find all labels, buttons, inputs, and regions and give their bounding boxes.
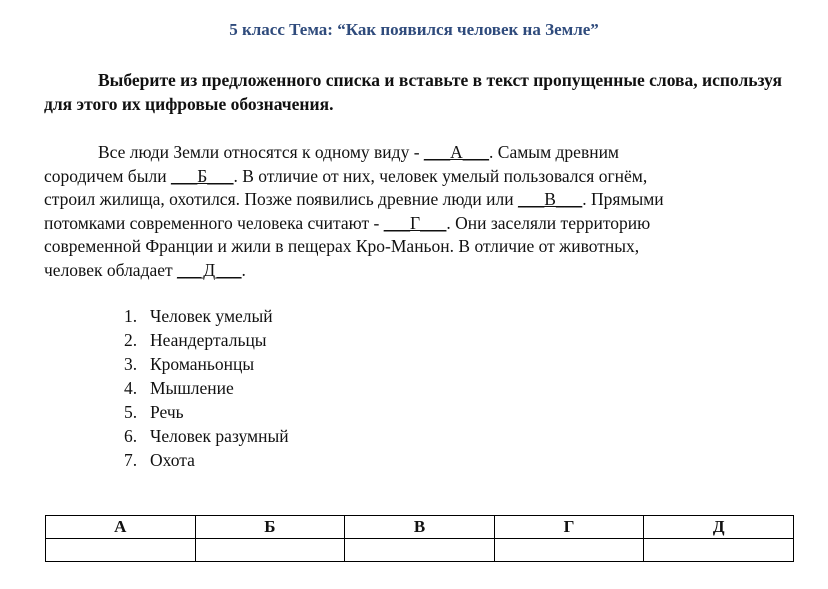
option-number: 5. bbox=[124, 402, 138, 422]
text-line bbox=[44, 212, 789, 236]
list-item bbox=[124, 304, 289, 328]
list-item bbox=[124, 424, 289, 448]
option-text: Неандертальцы bbox=[150, 330, 267, 350]
text-fragment: строил жилища, охотился. Позже появились древние люди или bbox=[44, 189, 519, 209]
text-fragment: . bbox=[241, 259, 246, 280]
option-number: 3. bbox=[124, 354, 138, 374]
answer-cell-g[interactable] bbox=[494, 539, 644, 562]
blank-a: ___А___ bbox=[423, 142, 490, 162]
text-line bbox=[44, 165, 789, 189]
blank-d: ___Д___ bbox=[177, 259, 242, 280]
list-item bbox=[124, 400, 289, 424]
fill-in-text bbox=[44, 141, 789, 282]
text-fragment: . В отличие от них, человек умелый пользовался огнём, bbox=[233, 165, 648, 186]
answer-table bbox=[45, 515, 794, 562]
text-line bbox=[44, 141, 789, 165]
blank-b: ___Б___ bbox=[170, 165, 234, 186]
task-instruction: Выберите из предложенного списка и вставьте в текст пропущенные слова, используя для этого их цифровые обозначения. bbox=[44, 70, 782, 114]
option-text: Человек разумный bbox=[150, 426, 289, 446]
text-fragment: потомками современного человека считают - bbox=[44, 212, 384, 233]
option-text: Кроманьонцы bbox=[150, 354, 255, 374]
list-item bbox=[124, 448, 289, 472]
column-header-v: В bbox=[345, 516, 495, 539]
answer-cell-b[interactable] bbox=[195, 539, 345, 562]
table-header-row bbox=[46, 516, 794, 539]
column-header-a: А bbox=[46, 516, 196, 539]
list-item bbox=[124, 352, 289, 376]
answer-cell-a[interactable] bbox=[46, 539, 196, 562]
column-header-g: Г bbox=[494, 516, 644, 539]
table-row bbox=[46, 539, 794, 562]
option-number: 7. bbox=[124, 450, 138, 470]
column-header-d: Д bbox=[644, 516, 794, 539]
option-text: Охота bbox=[150, 450, 195, 470]
text-line bbox=[44, 188, 789, 212]
list-item bbox=[124, 328, 289, 352]
text-fragment: сородичем были bbox=[44, 165, 171, 186]
option-number: 4. bbox=[124, 378, 138, 398]
text-fragment: . Они заселяли территорию bbox=[446, 212, 651, 233]
text-line: современной Франции и жили в пещерах Кро-Маньон. В отличие от животных, bbox=[44, 236, 640, 256]
option-number: 2. bbox=[124, 330, 138, 350]
column-header-b: Б bbox=[195, 516, 345, 539]
blank-v: ___В___ bbox=[518, 189, 583, 209]
options-list bbox=[124, 304, 289, 472]
option-text: Человек умелый bbox=[150, 306, 273, 326]
text-fragment: . Самым древним bbox=[489, 142, 620, 162]
text-fragment: человек обладает bbox=[44, 259, 178, 280]
option-number: 1. bbox=[124, 306, 138, 326]
blank-g: ___Г___ bbox=[383, 212, 447, 233]
text-line bbox=[44, 259, 789, 283]
option-number: 6. bbox=[124, 426, 138, 446]
answer-cell-v[interactable] bbox=[345, 539, 495, 562]
list-item bbox=[124, 376, 289, 400]
option-text: Речь bbox=[150, 402, 184, 422]
option-text: Мышление bbox=[150, 378, 234, 398]
text-fragment: Все люди Земли относятся к одному виду - bbox=[98, 142, 424, 162]
text-fragment: . Прямыми bbox=[582, 189, 664, 209]
answer-cell-d[interactable] bbox=[644, 539, 794, 562]
worksheet-title: 5 класс Тема: “Как появился человек на Земле” bbox=[229, 20, 599, 39]
